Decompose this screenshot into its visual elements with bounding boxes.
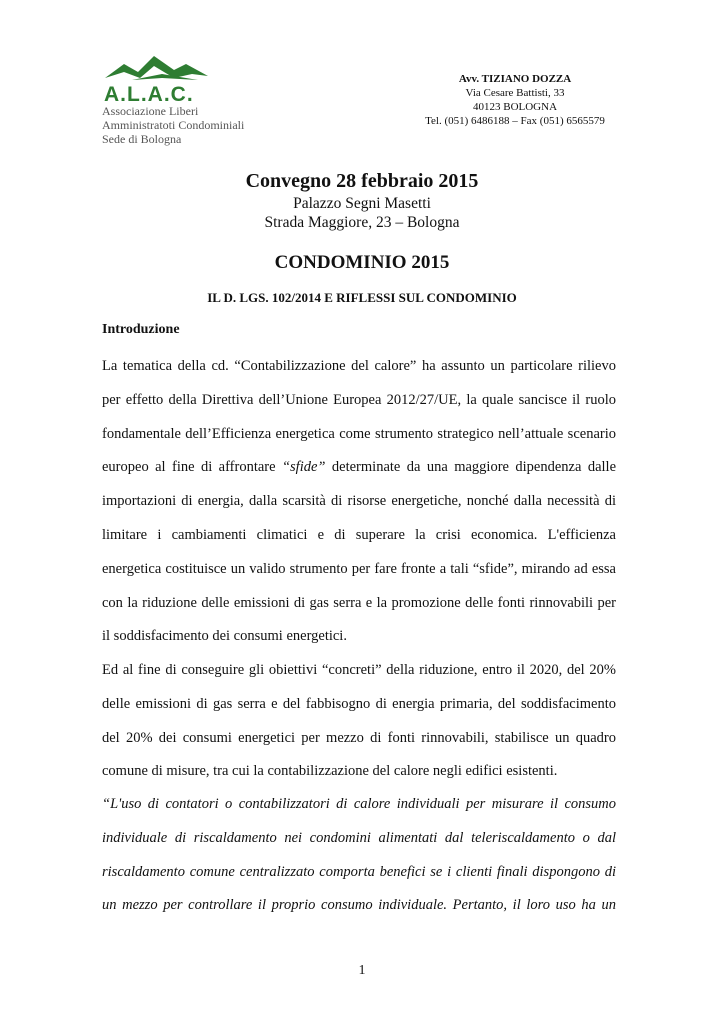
text-line: delle emissioni di gas serra e del fabbisogno di energia primaria, del soddisfacimento (102, 695, 616, 712)
alac-logo-icon (102, 52, 212, 104)
contact-city: 40123 BOLOGNA (472, 101, 558, 113)
emphasis-text: “sfide” (281, 459, 326, 476)
organization-logo (102, 52, 262, 146)
text-fragment: europeo al fine di affrontare (102, 459, 282, 476)
event-title: Convegno 28 febbraio 2015 (245, 170, 479, 192)
org-name-line-1: Associazione Liberi (102, 104, 199, 118)
paragraph-1 (102, 350, 616, 654)
text-line: un mezzo per controllare il proprio consumo individuale. Pertanto, il loro uso ha un (102, 897, 616, 914)
text-line: per effetto della Direttiva dell’Unione Europea 2012/27/UE, la quale sancisce il ruolo (102, 391, 616, 408)
event-venue: Palazzo Segni Masetti (293, 195, 431, 212)
logo-text: A.L.A.C. (104, 83, 194, 104)
text-line: riscaldamento comune centralizzato comporta benefici se i clienti finali dispongono di (102, 863, 616, 880)
text-line: del 20% dei consumi energetici per mezzo di fonti rinnovabili, stabilisce un quadro (102, 729, 616, 746)
text-line: con la riduzione delle emissioni di gas serra e la promozione delle fonti rinnovabili per (102, 594, 616, 611)
text-line: “L'uso di contatori o contabilizzatori di calore individuali per misurare il consumo (102, 796, 616, 812)
event-location (0, 194, 724, 232)
quote-paragraph (102, 788, 616, 923)
text-line: Ed al fine di conseguire gli obiettivi “concreti” della riduzione, entro il 2020, del 20% (102, 662, 616, 678)
text-line: comune di misure, tra cui la contabilizzazione del calore negli edifici esistenti. (102, 763, 558, 780)
contact-address: Via Cesare Battisti, 33 (465, 87, 565, 99)
text-line: individuale di riscaldamento nei condomini alimentati dal teleriscaldamento o dal (102, 829, 616, 846)
text-line: La tematica della cd. “Contabilizzazione del calore” ha assunto un particolare rilievo (102, 358, 616, 374)
org-name-line-2: Amministratoti Condominiali (102, 118, 245, 132)
contact-phone: Tel. (051) 6486188 – Fax (051) 6565579 (425, 115, 605, 127)
contact-block (400, 72, 630, 128)
text-line: il soddisfacimento dei consumi energetici. (102, 628, 347, 645)
page-number: 1 (358, 963, 366, 978)
paragraph-2 (102, 654, 616, 789)
text-line (102, 451, 616, 485)
section-heading: Introduzione (102, 322, 180, 337)
text-line: importazioni di energia, dalla scarsità di risorse energetiche, nonché dalla necessità di (102, 493, 616, 510)
document-subtitle: IL D. LGS. 102/2014 E RIFLESSI SUL CONDOMINIO (207, 290, 517, 305)
text-line: energetica costituisce un valido strumento per fare fronte a tali “sfide”, mirando ad essa (102, 560, 616, 577)
org-name-line-3: Sede di Bologna (102, 132, 182, 146)
text-line: limitare i cambiamenti climatici e di superare la crisi economica. L'efficienza (102, 526, 616, 543)
text-line: fondamentale dell’Efficienza energetica come strumento strategico nell’attuale scenario (102, 425, 616, 442)
text-fragment: determinate da una maggiore dipendenza dalle (325, 459, 617, 476)
contact-name: Avv. TIZIANO DOZZA (458, 73, 572, 85)
event-address: Strada Maggiore, 23 – Bologna (264, 214, 460, 231)
document-title: CONDOMINIO 2015 (274, 252, 450, 273)
